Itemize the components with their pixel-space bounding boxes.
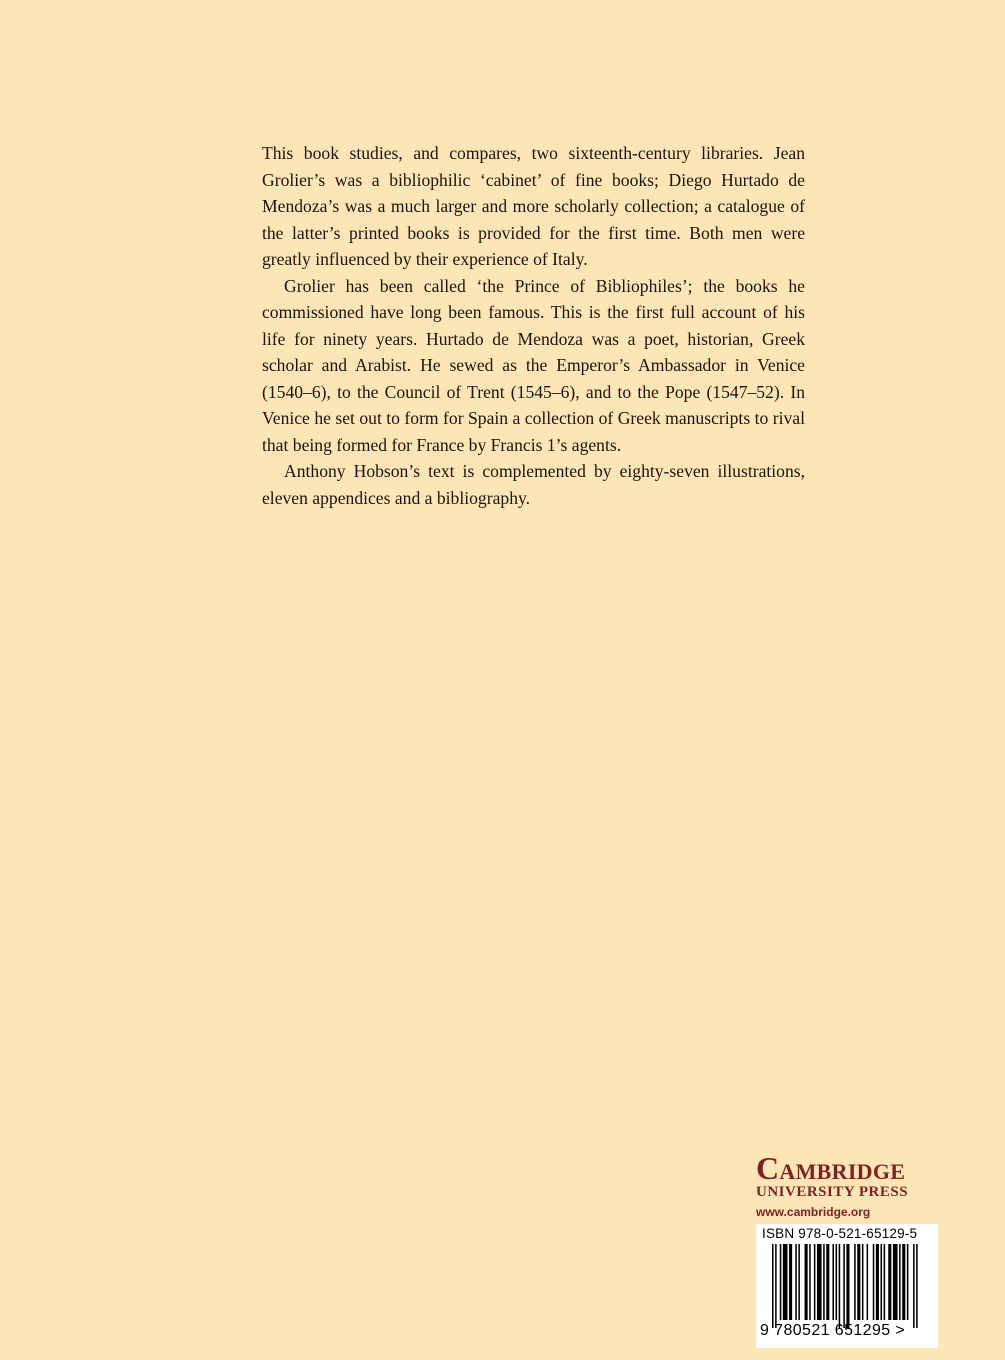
back-cover-blurb	[262, 140, 805, 511]
blurb-paragraph-1: This book studies, and compares, two sixteenth-century libraries. Jean Grolier’s was a bibliophilic ‘cabinet’ of fine books; Diego Hurtado de Mendoza’s was a much larger and more scholarly collection; a catalogue of the latter’s printed books is provided for the first time. Both men were greatly influenced by their experience of Italy.	[262, 143, 805, 269]
publisher-logo	[756, 1150, 938, 1220]
isbn-label: ISBN 978-0-521-65129-5	[762, 1226, 918, 1241]
barcode-digits: 9 780521 651295 >	[760, 1322, 906, 1339]
blurb-paragraph-2: Grolier has been called ‘the Prince of Bibliophiles’; the books he commissioned have long been famous. This is the first full account of his life for ninety years. Hurtado de Mendoza was a poet, historian, Greek scholar and Arabist. He sewed as the Emperor’s Ambassador in Venice (1540–6), to the Council of Trent (1545–6), and to the Pope (1547–52). In Venice he set out to form for Spain a collection of Greek manuscripts to rival that being formed for France by Francis 1’s agents.	[262, 275, 805, 455]
isbn-barcode	[756, 1224, 938, 1348]
publisher-name: Cambridge	[756, 1150, 906, 1186]
publisher-subtitle: UNIVERSITY PRESS	[756, 1184, 909, 1200]
publisher-url: www.cambridge.org	[756, 1205, 871, 1219]
blurb-paragraph-3: Anthony Hobson’s text is complemented by eighty-seven illustrations, eleven appendices and a bibliography.	[262, 461, 805, 508]
